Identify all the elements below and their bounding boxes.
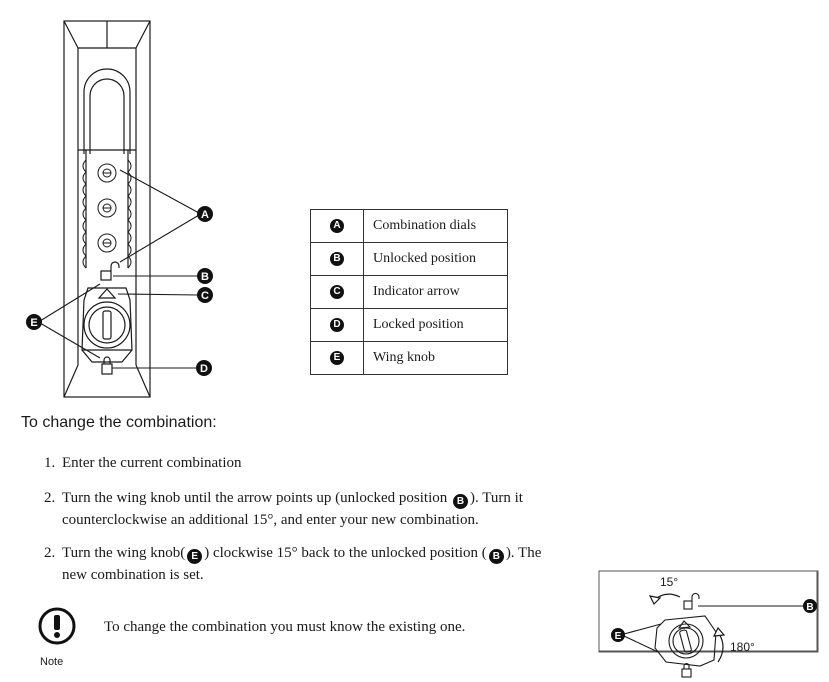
angle-label-15: 15° — [660, 575, 679, 589]
svg-text:D: D — [200, 363, 208, 375]
legend-label: Wing knob — [364, 342, 508, 375]
section-heading: To change the combination: — [21, 414, 217, 431]
step-text: Turn the wing knob until the arrow points up (unlocked position B ). Turn it counterclockwise an additional 15°, and enter your new combination. — [62, 490, 523, 528]
step-number: 2. — [44, 545, 56, 561]
step-number: 2. — [44, 490, 56, 506]
inset-callout-b — [803, 599, 817, 613]
lock-open-icon — [684, 594, 699, 609]
legend-label: Unlocked position — [364, 243, 508, 276]
legend-key: B — [330, 252, 344, 266]
legend-key: E — [330, 351, 344, 365]
legend-label: Indicator arrow — [364, 276, 508, 309]
inline-callout-b: B — [453, 494, 468, 509]
note-text: To change the combination you must know the existing one. — [104, 619, 466, 635]
step-number: 1. — [44, 455, 56, 471]
legend-label: Combination dials — [364, 210, 508, 243]
inline-callout-b: B — [489, 549, 504, 564]
inline-callout-e: E — [187, 549, 202, 564]
legend-key: A — [330, 219, 344, 233]
step-text: Turn the wing knob( E ) clockwise 15° back to the unlocked position ( B ). The new combination is set. — [62, 545, 542, 583]
svg-text:A: A — [201, 209, 209, 221]
svg-text:E: E — [614, 631, 622, 642]
svg-text:B: B — [806, 602, 814, 613]
svg-text:C: C — [201, 290, 209, 302]
lock-closed-icon — [682, 664, 691, 678]
inset-callout-e — [611, 628, 625, 642]
note-label: Note — [40, 656, 64, 668]
rotate-ccw-icon — [650, 594, 680, 604]
inset-wing-knob — [655, 616, 716, 666]
legend-key: D — [330, 318, 344, 332]
step-text: Enter the current combination — [62, 455, 242, 471]
angle-label-180: 180° — [730, 640, 755, 654]
legend-key: C — [330, 285, 344, 299]
svg-text:B: B — [201, 271, 209, 283]
legend-label: Locked position — [364, 309, 508, 342]
svg-text:E: E — [30, 317, 38, 329]
